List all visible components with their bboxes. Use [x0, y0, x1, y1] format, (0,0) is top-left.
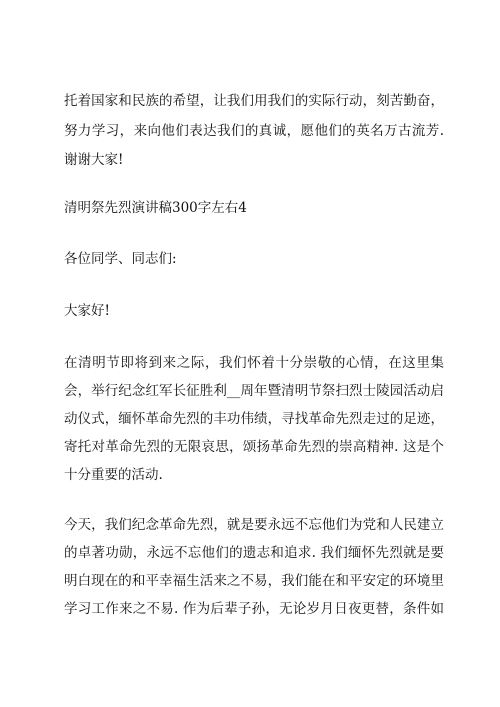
paragraph-3-line-4: 学习工作来之不易. 作为后辈子孙，无论岁月日夜更替，条件如 [64, 601, 444, 617]
paragraph-3-line-2: 的卓著功勋，永远不忘他们的遗志和追求. 我们缅怀先烈就是要 [64, 545, 444, 561]
paragraph-2-line-1: 在清明节即将到来之际，我们怀着十分崇敬的心情，在这里集 [64, 355, 444, 371]
paragraph-1-line-2: 努力学习，来向他们表达我们的真诚，愿他们的英名万古流芳. [64, 123, 444, 139]
paragraph-2-line-4: 寄托对革命先烈的无限哀思，颂扬革命先烈的崇高精神. 这是个 [64, 439, 444, 455]
greeting: 大家好! [64, 303, 110, 319]
paragraph-1-line-1: 托着国家和民族的希望，让我们用我们的实际行动，刻苦勤奋， [64, 93, 444, 109]
paragraph-2-line-5: 十分重要的活动. [64, 467, 163, 483]
section-title: 清明祭先烈演讲稿300字左右4 [64, 200, 247, 216]
paragraph-2-line-2: 会，举行纪念红军长征胜利__周年暨清明节祭扫烈士陵园活动启 [64, 383, 444, 399]
paragraph-2-line-3: 动仪式，缅怀革命先烈的丰功伟绩，寻找革命先烈走过的足迹， [64, 411, 444, 427]
paragraph-3-line-3: 明白现在的和平幸福生活来之不易，我们能在和平安定的环境里 [64, 573, 444, 589]
paragraph-3-line-1: 今天，我们纪念革命先烈，就是要永远不忘他们为党和人民建立 [64, 517, 444, 533]
paragraph-1-line-3: 谢谢大家! [64, 152, 124, 168]
salutation: 各位同学、同志们: [64, 251, 177, 267]
